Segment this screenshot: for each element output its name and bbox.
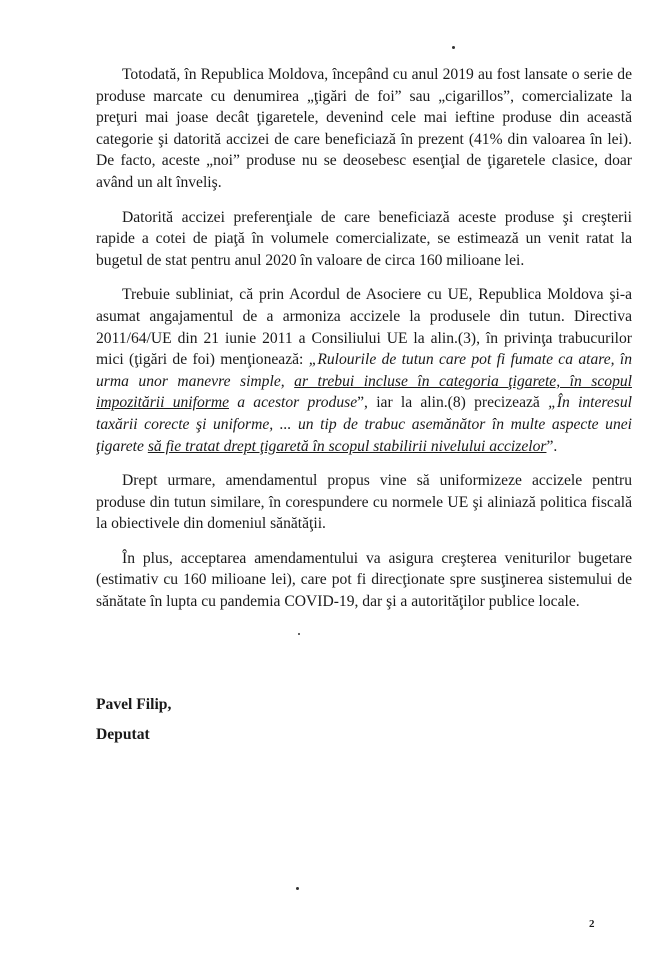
directive-quote-1: „Rulourile de tutun care pot fi fumate ca atare, în urma unor manevre simple, bbox=[96, 351, 632, 390]
directive-quote-1-underlined: ar trebui incluse în categoria ţigarete, în scopul impozitării uniforme bbox=[96, 372, 632, 412]
signatory-title: Deputat bbox=[96, 726, 150, 743]
directive-quote-1-end: a acestor produse bbox=[229, 394, 358, 412]
scan-speck bbox=[452, 46, 455, 49]
directive-intro-text: Trebuie subliniat, că prin Acordul de Asociere cu UE, Republica Moldova şi-a asumat angajamentul de a armoniza accizele la produsele din tutun. Directiva 2011/64/UE din 21 iunie 2011 a Consiliului UE la alin.(3), în privinţa trabucurilor mici (ţigări de foi) menţionează: bbox=[96, 286, 632, 369]
paragraph-cigarillos-launch: Totodată, în Republica Moldova, începând cu anul 2019 au fost lansate o serie de produse marcate cu denumirea „ţigări de foi” sau „cigarillos”, comercializate la preţuri mai joase decât ţigaretele, devenind cele mai ieftine produse din această categorie şi datorită accizei de care beneficiază în prezent (41% din valoarea în lei). De facto, aceste „noi” produse nu se deosebesc esenţial de ţigaretele clasice, doar având un alt înveliş. bbox=[96, 66, 632, 191]
signature-block bbox=[96, 690, 171, 750]
directive-quote-2: „În interesul taxării corecte şi uniforme, ... un tip de trabuc asemănător în multe aspecte unei ţigarete bbox=[96, 394, 633, 455]
directive-middle-text: ”, iar la alin.(8) precizează bbox=[357, 394, 549, 412]
directive-quote-2-underlined: să fie tratat drept ţigaretă în scopul stabilirii nivelului accizelor bbox=[147, 437, 547, 455]
paragraph-budget-benefit: În plus, acceptarea amendamentului va asigura creşterea veniturilor bugetare (estimativ cu 160 milioane lei), care pot fi direcţionate spre susţinerea sistemului de sănătate în lupta cu pandemia COVID-19, dar şi a autorităţilor publice locale. bbox=[96, 549, 632, 611]
directive-end-text: ”. bbox=[546, 437, 558, 455]
paragraph-eu-directive bbox=[96, 284, 632, 457]
document-body bbox=[96, 64, 632, 613]
scan-speck bbox=[298, 633, 300, 635]
scan-speck bbox=[296, 887, 299, 890]
page-number: 2 bbox=[589, 918, 595, 930]
paragraph-conclusion: Drept urmare, amendamentul propus vine să uniformizeze accizele pentru produse din tutun similare, în corespundere cu normele UE şi aliniază politica fiscală la obiectivele din domeniul sănătăţii. bbox=[96, 472, 632, 533]
paragraph-lost-revenue: Datorită accizei preferenţiale de care beneficiază aceste produse şi creşterii rapide a cotei de piaţă în volumele comercializate, se estimează un venit ratat la bugetul de stat pentru anul 2020 în valoare de circa 160 milioane lei. bbox=[96, 208, 632, 269]
signatory-name: Pavel Filip, bbox=[96, 696, 172, 713]
